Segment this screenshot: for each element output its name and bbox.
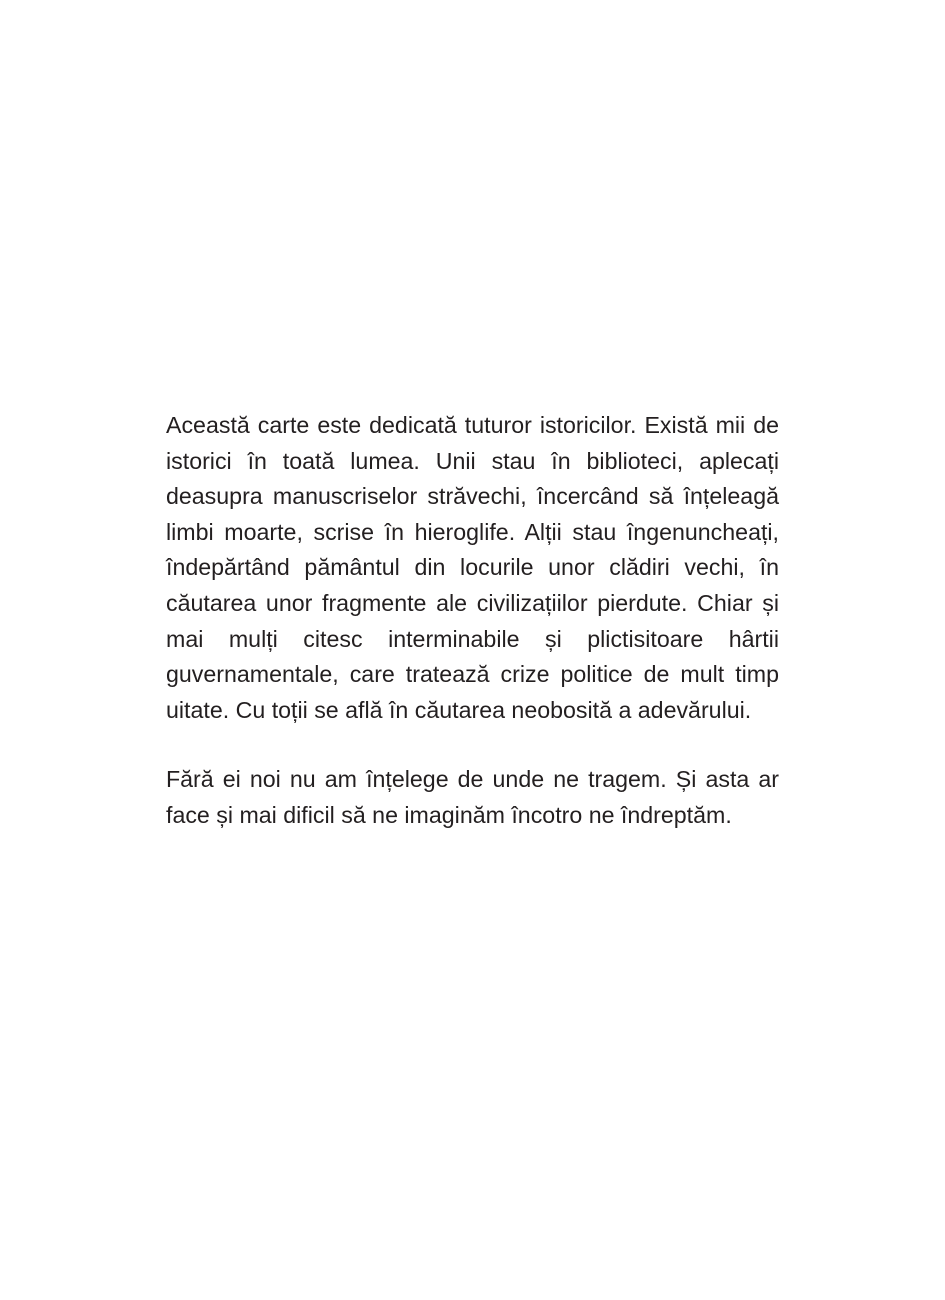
dedication-paragraph-1: Această carte este dedicată tuturor istoricilor. Există mii de istorici în toată lumea. Unii stau în biblioteci, aplecați deasupra manuscriselor străvechi, încercând să înțeleagă limbi moarte, scrise în hieroglife. Alții stau îngenuncheați, îndepărtând pământul din locurile unor clădiri vechi, în căutarea unor fragmente ale civilizațiilor pierdute. Chiar și mai mulți citesc interminabile și plictisitoare hârtii guvernamentale, care tratează crize politice de mult timp uitate. Cu toții se află în căutarea neobosită a adevărului. — [166, 412, 779, 723]
dedication-paragraph-2: Fără ei noi nu am înțelege de unde ne tragem. Și asta ar face și mai dificil să ne imaginăm încotro ne îndreptăm. — [166, 766, 779, 828]
dedication-text — [166, 408, 779, 834]
